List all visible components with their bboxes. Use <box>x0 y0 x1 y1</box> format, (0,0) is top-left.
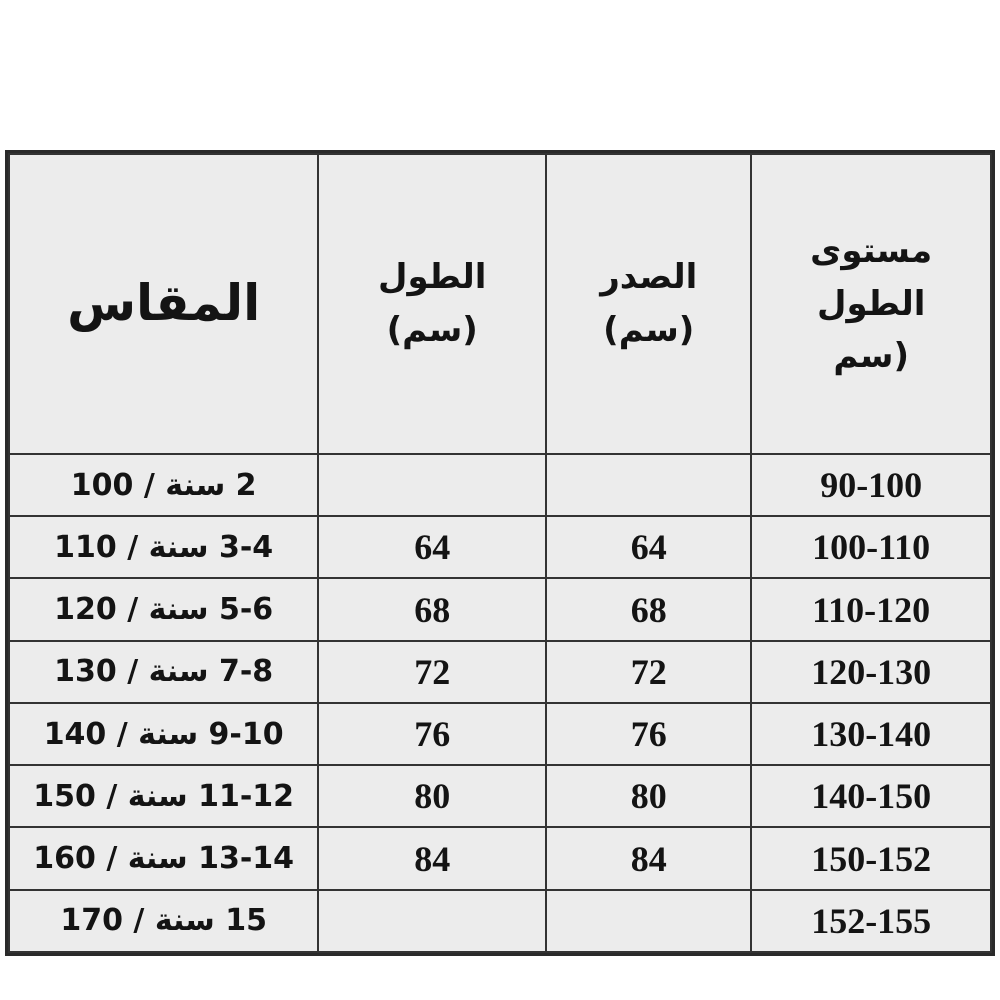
cell-height: 100-110 <box>751 516 991 578</box>
cell-size: 7-8 سنة / 130 <box>9 641 318 703</box>
cell-chest: 80 <box>546 765 751 827</box>
cell-length <box>318 454 546 516</box>
cell-chest: 72 <box>546 641 751 703</box>
header-length-unit: (سم) <box>386 309 478 350</box>
table-body <box>9 454 991 952</box>
cell-size: 2 سنة / 100 <box>9 454 318 516</box>
header-row <box>9 154 991 454</box>
cell-length: 72 <box>318 641 546 703</box>
cell-height: 140-150 <box>751 765 991 827</box>
cell-size: 5-6 سنة / 120 <box>9 578 318 640</box>
cell-size: 11-12 سنة / 150 <box>9 765 318 827</box>
table-row <box>9 641 991 703</box>
cell-length: 64 <box>318 516 546 578</box>
table-row <box>9 516 991 578</box>
cell-size: 15 سنة / 170 <box>9 890 318 952</box>
cell-size: 13-14 سنة / 160 <box>9 827 318 889</box>
header-size: المقاس <box>9 154 318 454</box>
header-length <box>318 154 546 454</box>
cell-chest <box>546 890 751 952</box>
header-chest-title: الصدر <box>600 257 698 298</box>
cell-length: 76 <box>318 703 546 765</box>
cell-length: 84 <box>318 827 546 889</box>
table-row <box>9 827 991 889</box>
cell-size: 3-4 سنة / 110 <box>9 516 318 578</box>
table-row <box>9 703 991 765</box>
table-row <box>9 578 991 640</box>
header-chest <box>546 154 751 454</box>
header-length-title: الطول <box>378 257 487 298</box>
cell-height: 130-140 <box>751 703 991 765</box>
cell-height: 90-100 <box>751 454 991 516</box>
cell-chest: 68 <box>546 578 751 640</box>
header-height <box>751 154 991 454</box>
table-row <box>9 454 991 516</box>
header-height-line1: مستوى <box>810 230 933 271</box>
cell-size: 9-10 سنة / 140 <box>9 703 318 765</box>
cell-height: 120-130 <box>751 641 991 703</box>
cell-chest: 64 <box>546 516 751 578</box>
header-height-unit: (سم <box>833 336 909 377</box>
cell-height: 152-155 <box>751 890 991 952</box>
size-table <box>8 153 992 953</box>
cell-length: 68 <box>318 578 546 640</box>
cell-chest <box>546 454 751 516</box>
header-height-line2: الطول <box>817 283 926 324</box>
header-chest-unit: (سم) <box>603 309 695 350</box>
cell-chest: 84 <box>546 827 751 889</box>
size-chart <box>5 150 995 956</box>
cell-length: 80 <box>318 765 546 827</box>
cell-height: 150-152 <box>751 827 991 889</box>
table-row <box>9 765 991 827</box>
cell-chest: 76 <box>546 703 751 765</box>
cell-height: 110-120 <box>751 578 991 640</box>
table-row <box>9 890 991 952</box>
cell-length <box>318 890 546 952</box>
